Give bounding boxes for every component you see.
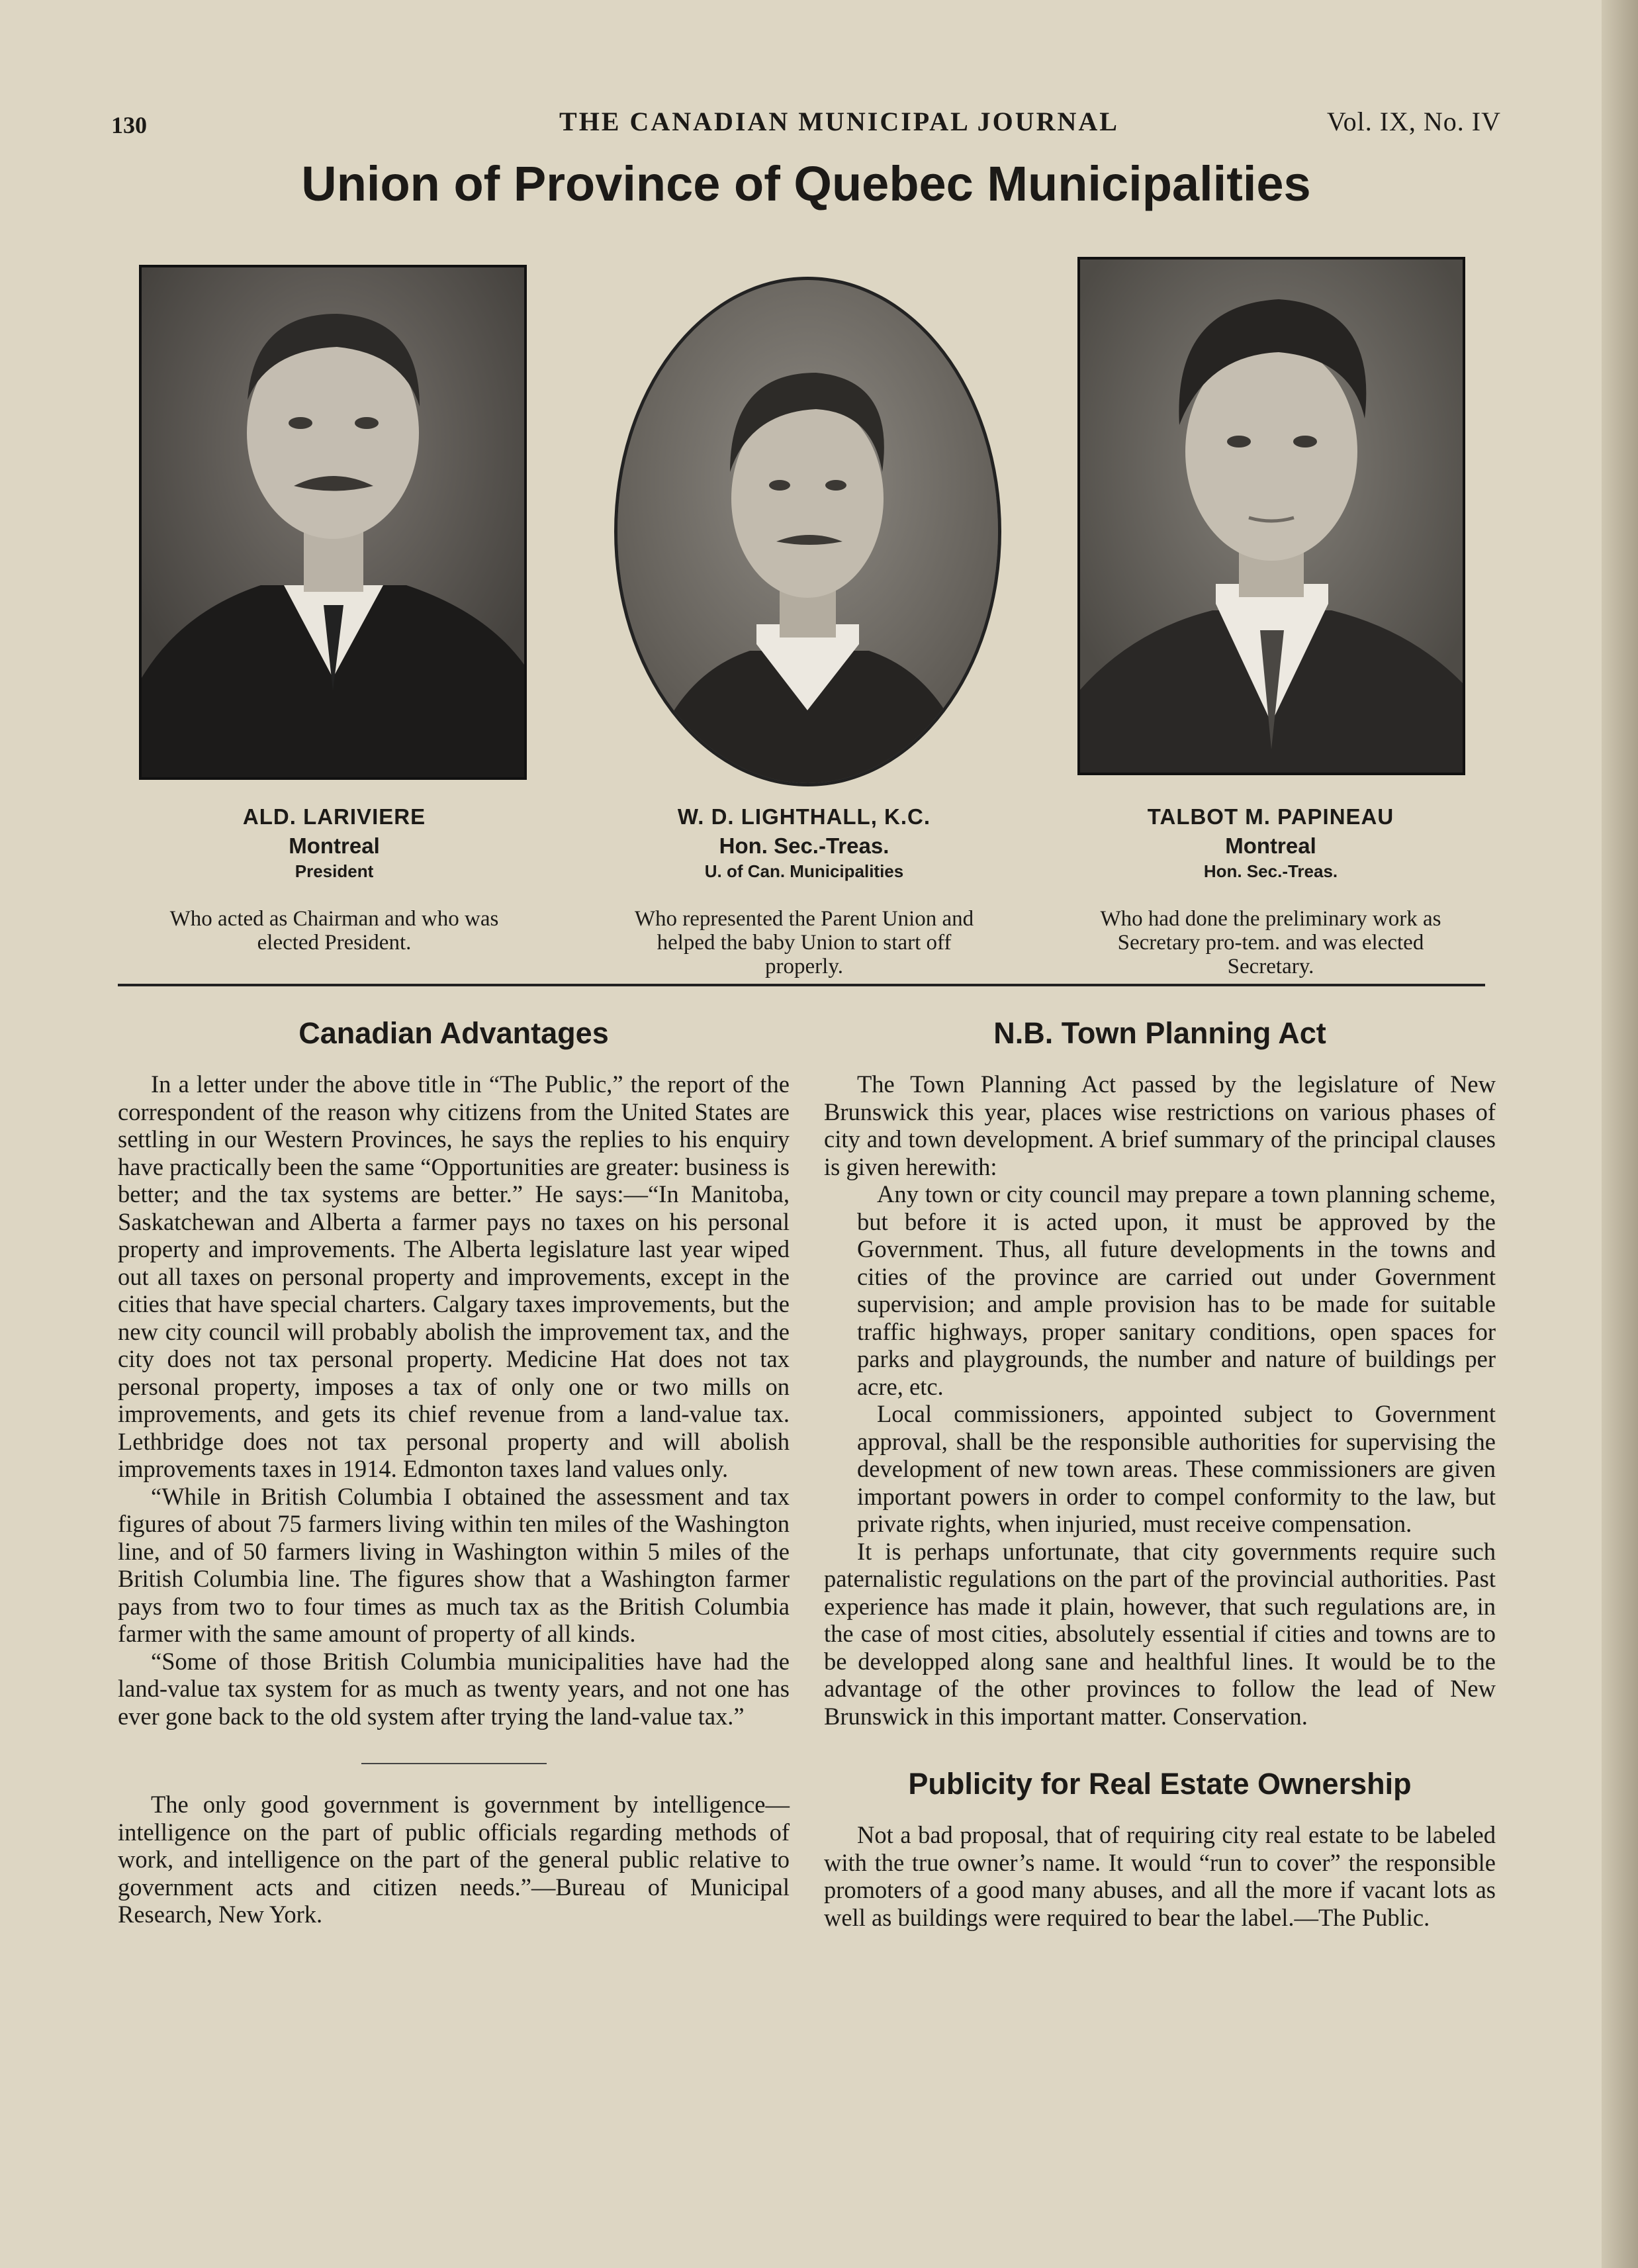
portrait-photo-lighthall (614, 277, 1001, 786)
portrait-caption-lariviere (129, 804, 539, 955)
article-title-publicity: Publicity for Real Estate Ownership (908, 1767, 1412, 1801)
article-title-town-planning: N.B. Town Planning Act (993, 1016, 1326, 1050)
page-number: 130 (111, 112, 147, 138)
volume-number: Vol. IX, No. IV (1326, 107, 1501, 136)
portrait-description: Who acted as Chairman and who was elected President. (169, 907, 499, 955)
portrait-role: Hon. Sec.-Treas. (1203, 861, 1338, 881)
portrait-city: Hon. Sec.-Treas. (719, 833, 889, 858)
journal-title: THE CANADIAN MUNICIPAL JOURNAL (559, 107, 1119, 136)
portrait-name: ALD. LARIVIERE (242, 804, 426, 829)
article-paragraph: “While in British Columbia I obtained the assessment and tax figures of about 75 farmers living within ten miles of the Washington line, and of 50 farmers living in Washington within 5 miles of the British Columbia line. The figures show that a Washington farmer pays from two to four times as much tax as the British Columbia farmer with the same amount of property of all kinds. (118, 1482, 790, 1647)
portrait-role: President (295, 861, 374, 881)
portrait-name: W. D. LIGHTHALL, K.C. (677, 804, 931, 829)
clause-paragraph: Local commissioners, appointed subject to Government approval, shall be the responsible authorities for supervising the development of new town areas. These commissioners are given important powers in order to compel conformity to the law, but private rights, when injuried, must receive compensation. (857, 1400, 1496, 1537)
portrait-caption-papineau (1066, 804, 1476, 978)
portrait-city: Montreal (1225, 833, 1316, 858)
clause-paragraph: Any town or city council may prepare a town planning scheme, but before it is acted upon, it must be approved by the Government. Thus, all future developments in the towns and cities of the province are carried out under Government supervision; and ample provision has to be made for suitable traffic highways, proper sanitary conditions, open spaces for parks and playgrounds, the number and nature of buildings per acre, etc. (857, 1180, 1496, 1400)
portrait-description: Who had done the preliminary work as Secretary pro-tem. and was elected Secretary. (1100, 907, 1441, 978)
portrait-caption-lighthall (599, 804, 1009, 978)
section-divider (118, 984, 1485, 986)
page-edge (1602, 0, 1638, 2268)
portrait-role: U. of Can. Municipalities (704, 861, 904, 881)
article-paragraph: It is perhaps unfortunate, that city governments require such paternalistic regulations on the part of the provincial authorities. Past experience has made it plain, however, that such regulations are, in the case of most cities, absolutely essential if cities and towns are to be developped along sane and healthful lines. It would be to the advantage of the other provinces to follow the lead of New Brunswick in this important matter. Conservation. (824, 1537, 1496, 1730)
running-header (111, 106, 1501, 146)
article-paragraph: Not a bad proposal, that of requiring city real estate to be labeled with the true owner’s name. It would “run to cover” the responsible promoters of a good many abuses, and all the more if vacant lots as well as buildings were required to bear the label.—The Public. (824, 1821, 1496, 1931)
article-paragraph: The Town Planning Act passed by the legislature of New Brunswick this year, places wise restrictions on various phases of city and town development. A brief summary of the principal clauses is given herewith: (824, 1070, 1496, 1180)
article-paragraph: In a letter under the above title in “The Public,” the report of the correspondent of the reason why citizens from the United States are settling in our Western Provinces, he says the replies to his enquiry have practically been the same “Opportunities are greater: business is better; and the tax systems are better.” He says:—“In Manitoba, Saskatchewan and Alberta a farmer pays no taxes on his personal property and improvements. The Alberta legislature last year wiped out all taxes on personal property and improvements, except in the cities that have special charters. Calgary taxes improvements, but the new city council will probably abolish the improvement tax, and the city does not tax personal property. Medicine Hat does not tax personal property, imposes a tax of only one or two mills on improvements, and gets its chief revenue from a land-value tax. Lethbridge does not tax personal property and will abolish improvements taxes in 1914. Edmonton taxes land values only. (118, 1070, 790, 1482)
article-title-canadian-advantages: Canadian Advantages (298, 1016, 609, 1050)
right-column (824, 1016, 1496, 1931)
portrait-description: Who represented the Parent Union and helped the baby Union to start off properly. (634, 907, 974, 978)
portrait-photo-lariviere (139, 265, 527, 780)
article-paragraph: “Some of those British Columbia municipalities have had the land-value tax system for as much as twenty years, and not one has ever gone back to the old system after trying the land-value tax.” (118, 1647, 790, 1730)
short-divider (361, 1763, 547, 1764)
portrait-city: Montreal (289, 833, 380, 858)
article-headline: Union of Province of Quebec Municipalities (301, 156, 1311, 211)
portrait-photo-papineau (1077, 257, 1465, 775)
portrait-name: TALBOT M. PAPINEAU (1147, 804, 1394, 829)
closing-quote: The only good government is government by intelligence—intelligence on the part of public officials regarding methods of work, and intelligence on the part of the general public relative to government acts and citizen needs.”—Bureau of Municipal Research, New York. (118, 1791, 790, 1928)
left-column (118, 1016, 790, 1928)
